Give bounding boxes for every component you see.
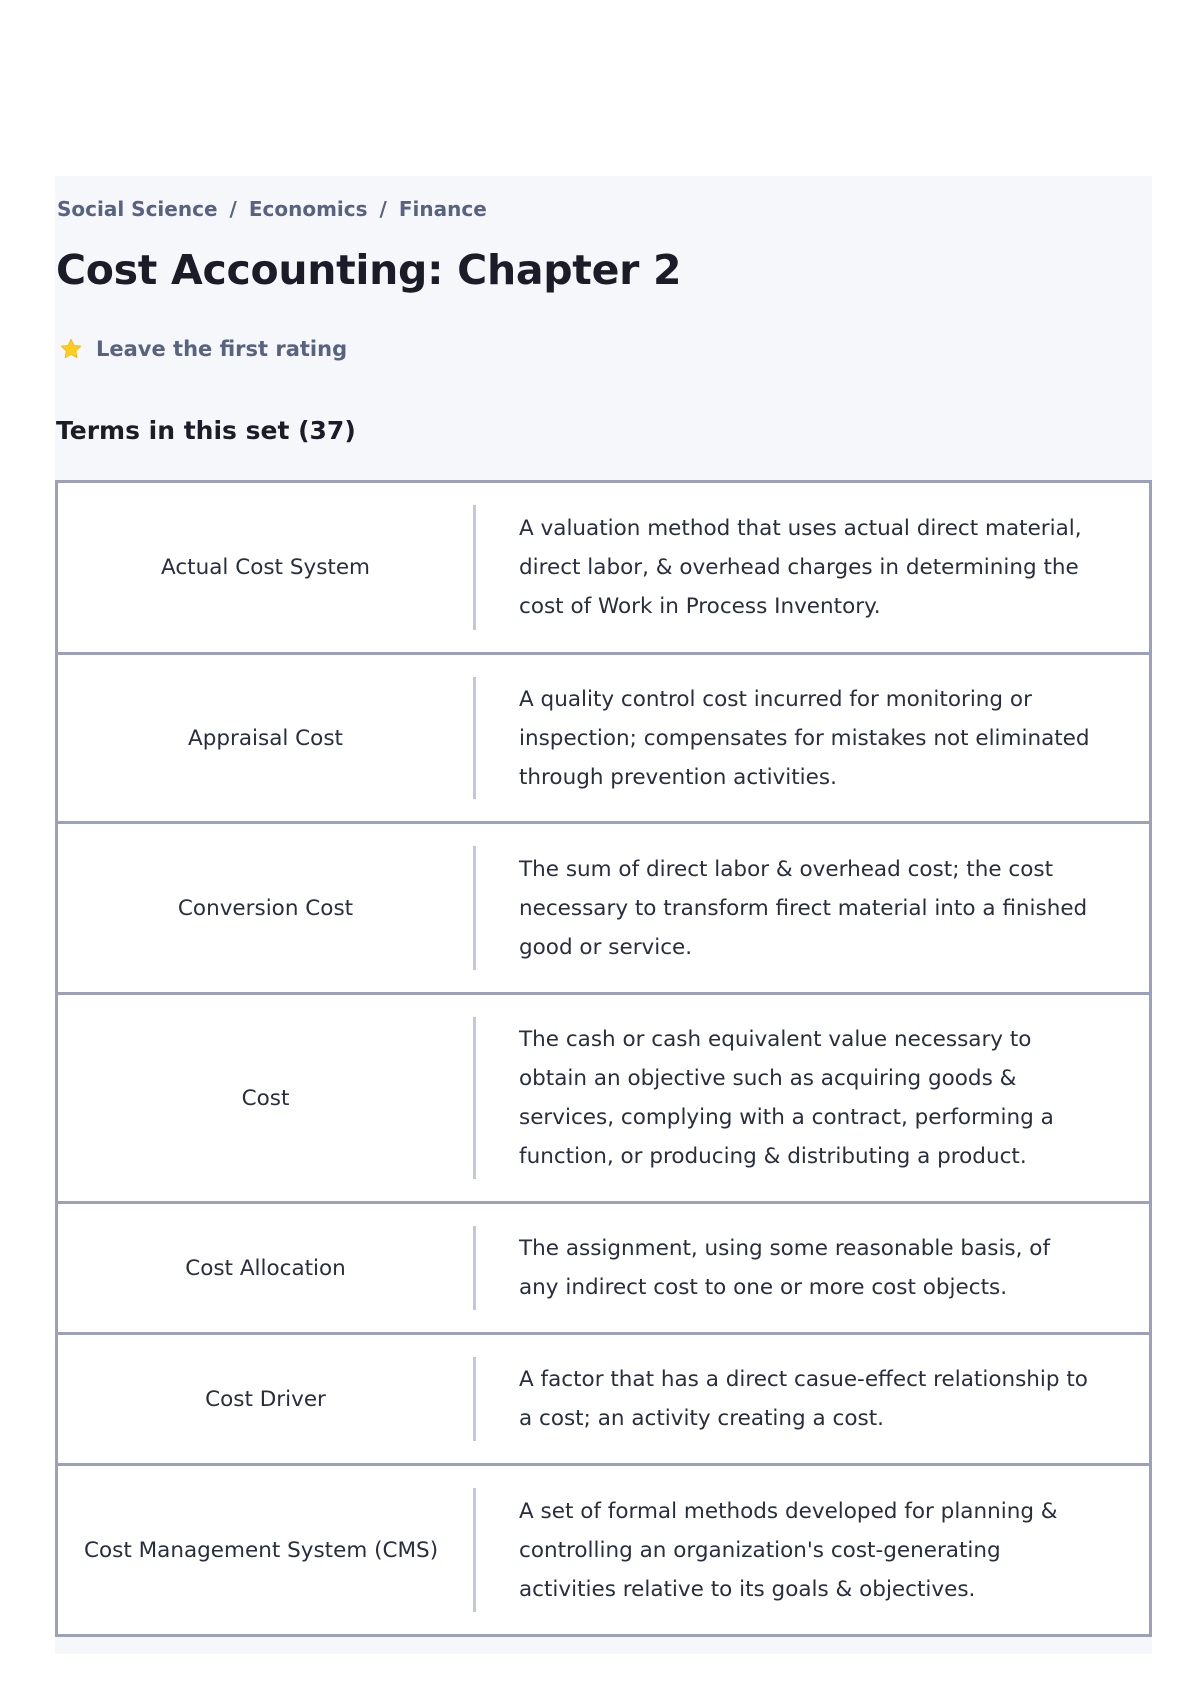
- star-icon: [59, 337, 83, 361]
- term-row: [58, 1463, 1149, 1634]
- column-divider: [473, 677, 476, 799]
- breadcrumb: [57, 194, 487, 224]
- term-text: Cost: [241, 1085, 290, 1111]
- definition-text: [473, 655, 1149, 821]
- column-divider: [473, 846, 476, 970]
- definition-text: [473, 1466, 1149, 1634]
- column-divider: [473, 1017, 476, 1179]
- definition-text: [473, 483, 1149, 652]
- term-row: [58, 483, 1149, 652]
- breadcrumb-separator: /: [379, 197, 387, 221]
- definition-body: A valuation method that uses actual direct material, direct labor, & overhead charges in determining the cost of Work in Process Inventory.: [519, 516, 1082, 619]
- leave-rating-button[interactable]: [59, 333, 347, 365]
- terms-table: [55, 480, 1152, 1637]
- definition-body: The sum of direct labor & overhead cost; the cost necessary to transform firect material into a finished good or service.: [519, 856, 1088, 960]
- column-divider: [473, 505, 476, 630]
- term-text: Cost Management System (CMS): [84, 1537, 439, 1563]
- term-row: [58, 821, 1149, 992]
- term-text: Cost Allocation: [185, 1255, 346, 1281]
- breadcrumb-item-finance[interactable]: Finance: [398, 197, 487, 221]
- rating-label: Leave the first rating: [96, 337, 348, 361]
- definition-text: [473, 824, 1149, 992]
- term-row: [58, 652, 1149, 821]
- breadcrumb-separator: /: [229, 197, 237, 221]
- definition-body: A factor that has a direct casue-effect relationship to a cost; an activity creating a cost.: [519, 1367, 1088, 1431]
- breadcrumb-item-social-science[interactable]: Social Science: [57, 197, 218, 221]
- term-text: Appraisal Cost: [188, 725, 343, 751]
- breadcrumb-item-economics[interactable]: Economics: [248, 197, 368, 221]
- term-row: [58, 1332, 1149, 1463]
- term-text: Cost Driver: [205, 1386, 326, 1412]
- term-row: [58, 1201, 1149, 1332]
- term-text: Conversion Cost: [177, 895, 354, 921]
- definition-text: [473, 995, 1149, 1201]
- column-divider: [473, 1357, 476, 1441]
- column-divider: [473, 1226, 476, 1310]
- definition-body: The assignment, using some reasonable basis, of any indirect cost to one or more cost objects.: [519, 1236, 1051, 1300]
- definition-text: [473, 1335, 1149, 1463]
- definition-body: A set of formal methods developed for planning & controlling an organization's cost-generating activities relative to its goals & objectives.: [519, 1498, 1058, 1602]
- terms-heading: Terms in this set (37): [56, 416, 356, 445]
- study-set-panel: [55, 176, 1152, 1654]
- definition-text: [473, 1204, 1149, 1332]
- definition-body: The cash or cash equivalent value necessary to obtain an objective such as acquiring goods & services, complying with a contract, performing a function, or producing & distributing a product.: [519, 1027, 1054, 1169]
- term-row: [58, 992, 1149, 1201]
- page-title: Cost Accounting: Chapter 2: [56, 246, 682, 294]
- term-text: Actual Cost System: [161, 555, 370, 580]
- column-divider: [473, 1488, 476, 1612]
- definition-body: A quality control cost incurred for monitoring or inspection; compensates for mistakes not eliminated through prevention activities.: [519, 686, 1090, 790]
